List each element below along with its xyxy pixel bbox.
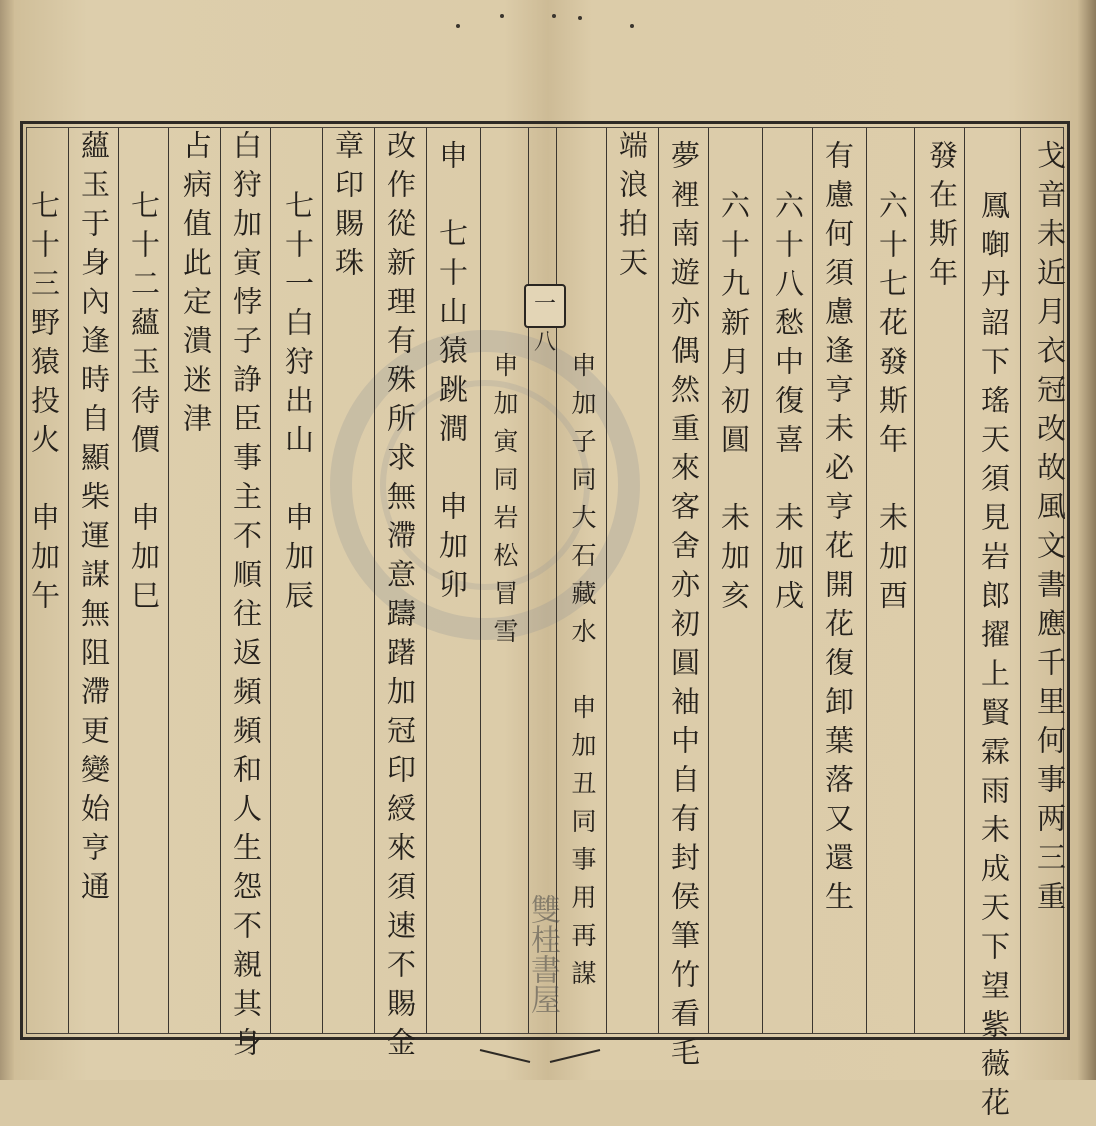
text-column: 蘊玉于身內逢時自顯柴運謀無阻滯更變始亨通 (77, 130, 111, 910)
column-rule (220, 128, 221, 1033)
column-rule (374, 128, 375, 1033)
text-column: 章印賜珠 (331, 130, 365, 286)
text-column: 申加寅同岩松冒雪 (490, 352, 519, 656)
column-rule (606, 128, 607, 1033)
column-rule (708, 128, 709, 1033)
column-rule (322, 128, 323, 1033)
column-rule (866, 128, 867, 1033)
text-column: 鳳啣丹詔下瑤天須見岩郎擢上賢霖雨未成天下望紫薇花 (977, 190, 1011, 1126)
column-rule (812, 128, 813, 1033)
column-rule (270, 128, 271, 1033)
ink-dot (630, 24, 634, 28)
column-rule (480, 128, 481, 1033)
column-rule (68, 128, 69, 1033)
text-column: 戈音未近月衣冠改故風文書應千里何事两三重 (1033, 140, 1067, 920)
book-edge-right (1078, 0, 1096, 1080)
column-rule (426, 128, 427, 1033)
ink-dot (552, 14, 556, 18)
fish-tail-page-number: 一八 (524, 284, 566, 328)
text-column: 六十八愁中復喜 未加戌 (771, 190, 805, 619)
column-rule (1020, 128, 1021, 1033)
text-column: 白狩加寅悖子諍臣事主不順往返頻頻和人生怨不親其身 (229, 130, 263, 1066)
ink-dot (578, 16, 582, 20)
ink-dot (456, 24, 460, 28)
text-column: 發在斯年 (925, 140, 959, 296)
column-rule (914, 128, 915, 1033)
text-column: 占病值此定潰迷津 (179, 130, 213, 442)
text-column: 七十一白狩出山 申加辰 (281, 190, 315, 619)
column-rule (168, 128, 169, 1033)
text-column: 六十九新月初圓 未加亥 (717, 190, 751, 619)
text-column: 夢裡南遊亦偶然重來客舍亦初圓袖中自有封侯筆竹看毛 (667, 140, 701, 1076)
book-spine-left (0, 0, 14, 1080)
fold-mark-icon (470, 1046, 610, 1066)
text-column: 七十三野猿投火 申加午 (27, 190, 61, 619)
column-rule (762, 128, 763, 1033)
column-rule (118, 128, 119, 1033)
text-column: 端浪拍天 (615, 130, 649, 286)
text-column: 有慮何須慮逢亨未必亨花開花復卸葉落又還生 (821, 140, 855, 920)
text-column: 六十七花發斯年 未加酉 (875, 190, 909, 619)
text-column: 申 七十山猿跳澗 申加卯 (435, 140, 469, 608)
text-column: 七十二蘊玉待價 申加巳 (127, 190, 161, 619)
column-rule (658, 128, 659, 1033)
publisher-seal: 雙桂書屋 (525, 894, 560, 1014)
ink-dot (500, 14, 504, 18)
column-rule (964, 128, 965, 1033)
text-column: 申加子同大石藏水 申加丑同事用再謀 (568, 352, 597, 998)
text-column: 改作從新理有殊所求無滯意躊躇加冠印綬來須速不賜金 (383, 130, 417, 1066)
